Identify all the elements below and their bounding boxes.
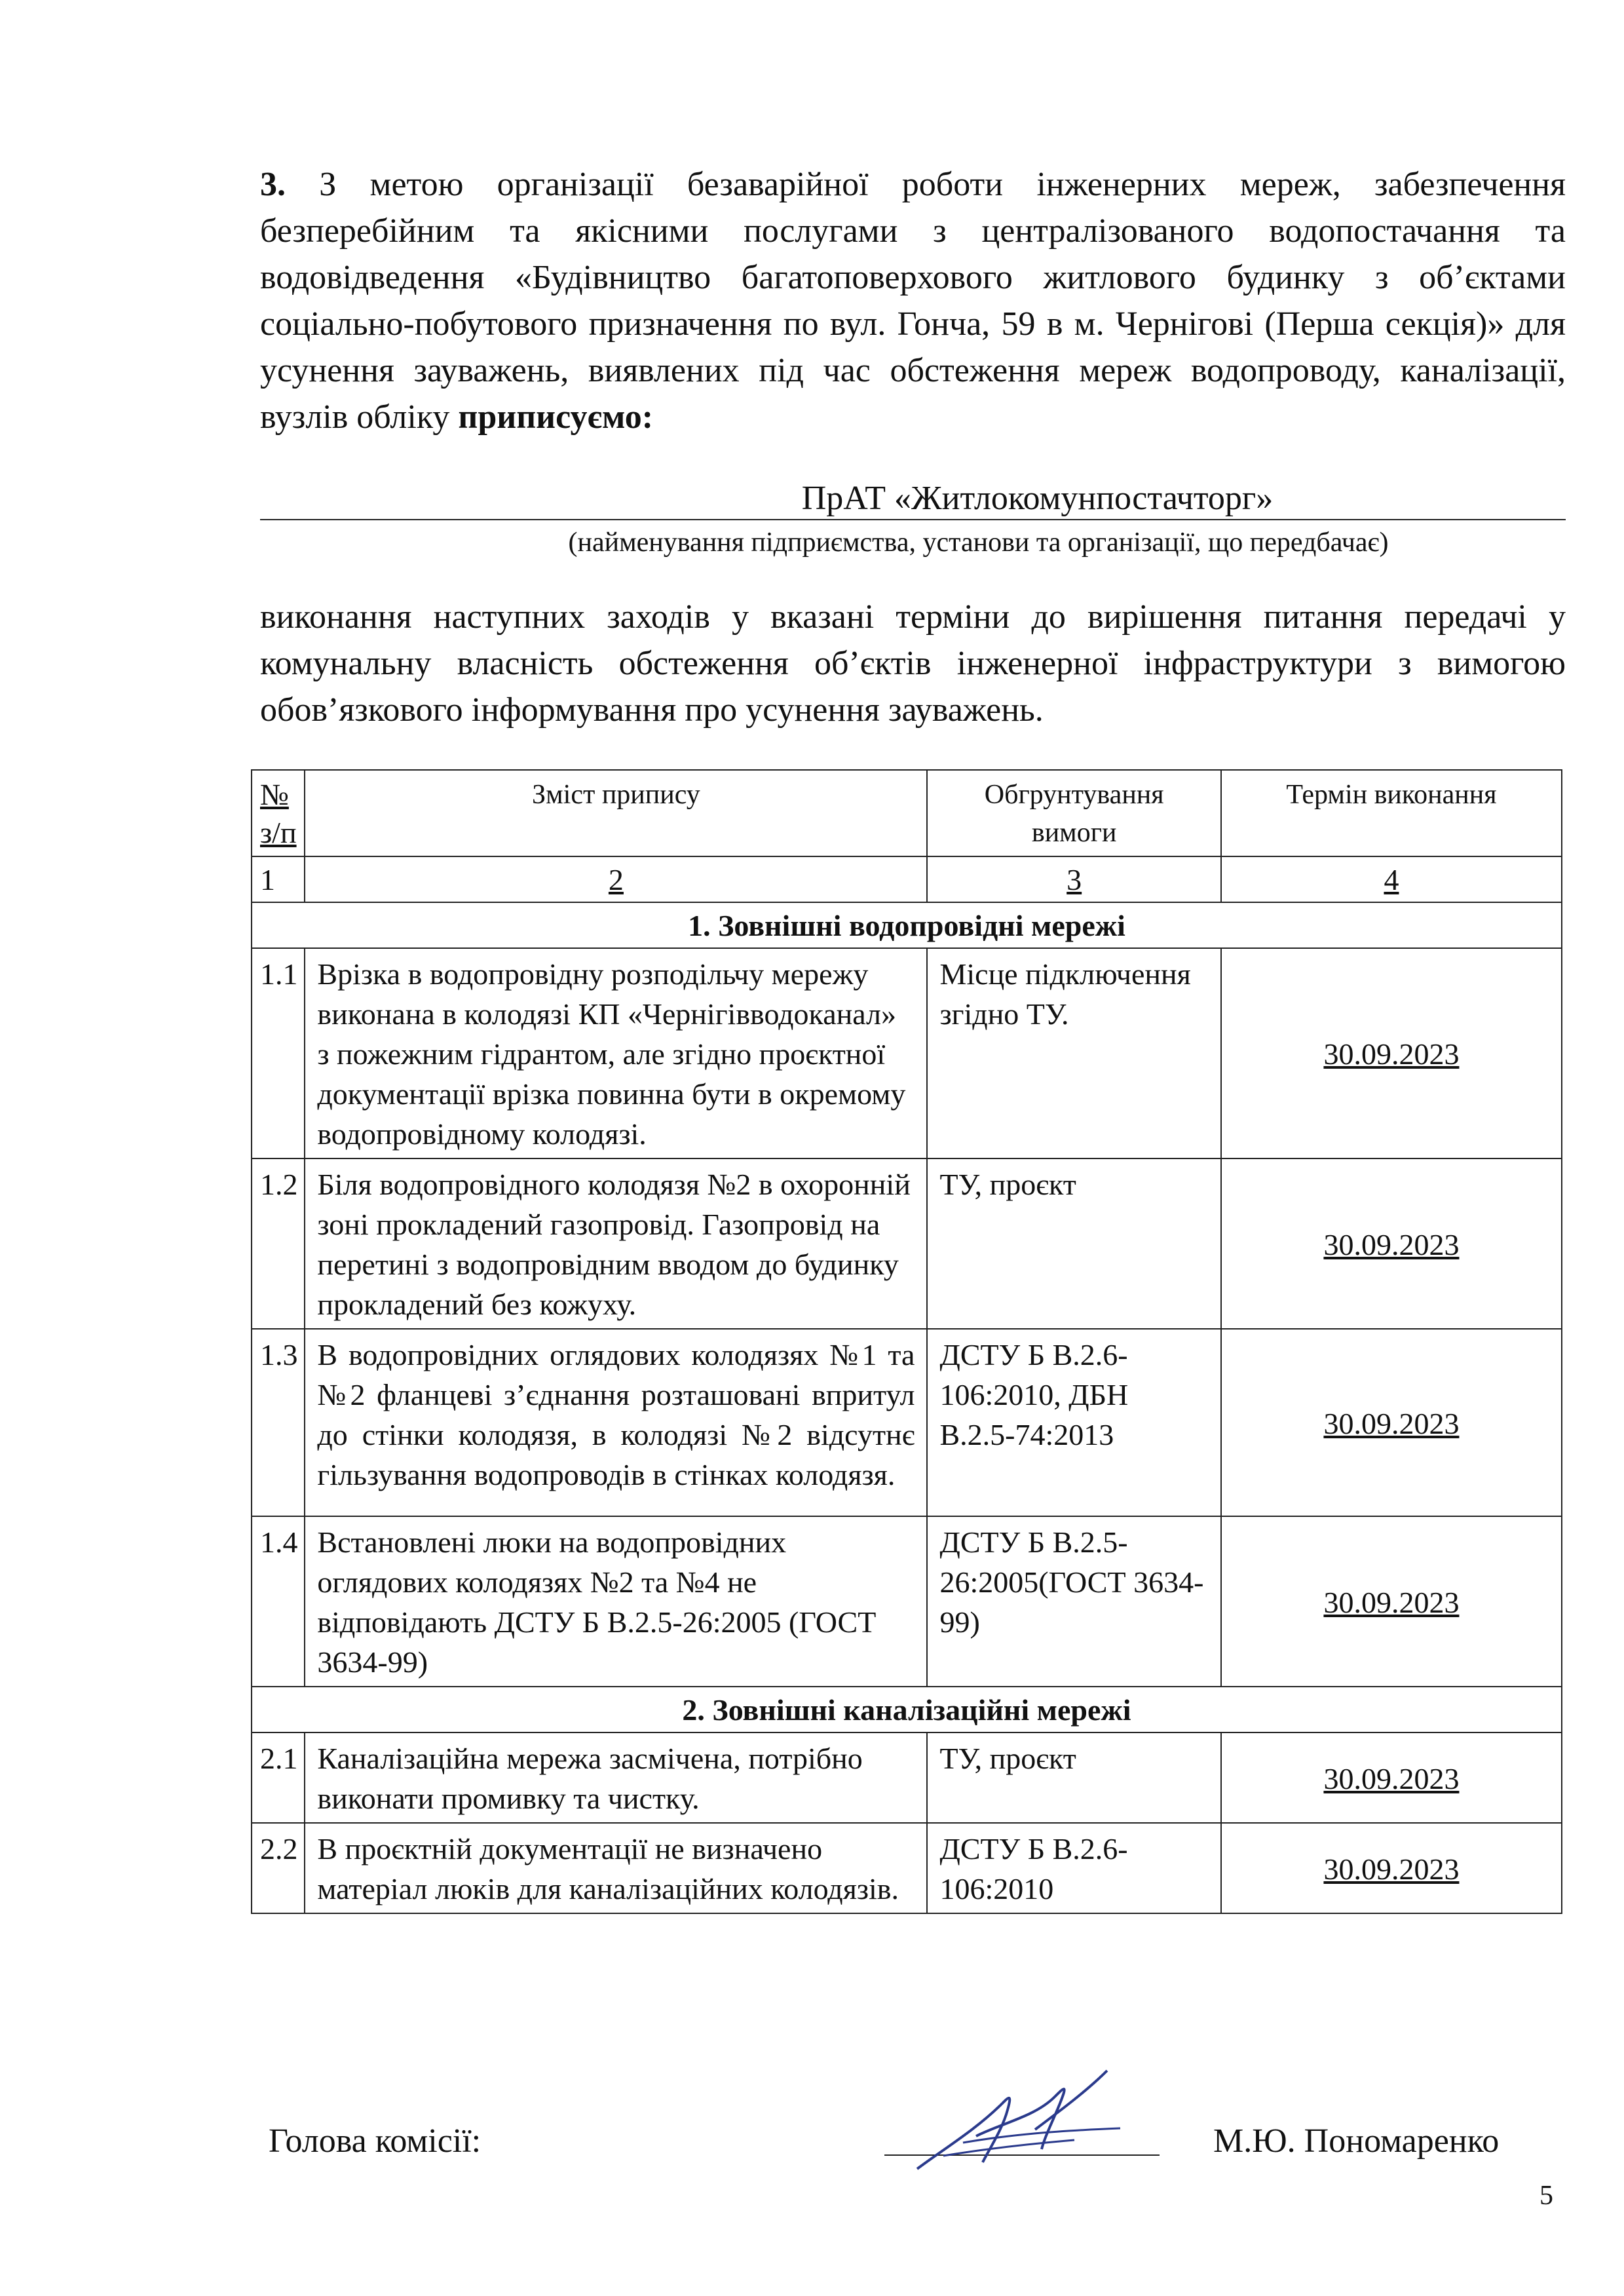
row-num: 1.2 bbox=[252, 1158, 305, 1329]
row-num: 1.3 bbox=[252, 1329, 305, 1516]
row-basis: ДСТУ Б В.2.5-26:2005(ГОСТ 3634-99) bbox=[927, 1516, 1220, 1687]
row-deadline: 30.09.2023 bbox=[1221, 948, 1562, 1158]
row-deadline: 30.09.2023 bbox=[1221, 1158, 1562, 1329]
company-underline bbox=[260, 519, 1566, 520]
column-numbers-row bbox=[252, 856, 1562, 902]
row-basis: ДСТУ Б В.2.6-106:2010 bbox=[927, 1823, 1220, 1913]
row-basis: ТУ, проєкт bbox=[927, 1732, 1220, 1823]
intro-paragraph bbox=[260, 161, 1566, 440]
row-content: В водопровідних оглядових колодязях №1 та №2 фланцеві з’єднання розташовані впритул до стінки колодязя, в колодязі №2 відсутнє гільзування водопроводів в стінках колодязя. bbox=[305, 1329, 927, 1516]
header-num-label: з/п bbox=[260, 816, 297, 849]
row-deadline: 30.09.2023 bbox=[1221, 1516, 1562, 1687]
header-basis: Обгрунтування вимоги bbox=[927, 770, 1220, 856]
intro-number: 3. bbox=[260, 166, 286, 203]
company-caption: (найменування підприємства, установи та організації, що передбачає) bbox=[568, 527, 1389, 558]
intro-emphasis: приписуємо: bbox=[458, 398, 654, 436]
table-row bbox=[252, 1329, 1562, 1516]
row-num: 2.2 bbox=[252, 1823, 305, 1913]
company-name: ПрАТ «Житлокомунпостачторг» bbox=[801, 480, 1274, 517]
row-content: Врізка в водопровідну розподільчу мережу виконана в колодязі КП «Чернігівводоканал» з пожежним гідрантом, але згідно проєктної документації врізка повинна бути в окремому водопровідному колодязі. bbox=[305, 948, 927, 1158]
column-number: 1 bbox=[252, 856, 305, 902]
table-row bbox=[252, 1516, 1562, 1687]
signatory-name: М.Ю. Пономаренко bbox=[1213, 2122, 1500, 2160]
signature-label: Голова комісії: bbox=[269, 2122, 482, 2160]
page-number: 5 bbox=[1539, 2181, 1553, 2211]
row-deadline: 30.09.2023 bbox=[1221, 1329, 1562, 1516]
section-row bbox=[252, 902, 1562, 948]
table-row bbox=[252, 1158, 1562, 1329]
header-deadline: Термін виконання bbox=[1221, 770, 1562, 856]
row-content: В проєктній документації не визначено матеріал люків для каналізаційних колодязів. bbox=[305, 1823, 927, 1913]
row-deadline: 30.09.2023 bbox=[1221, 1823, 1562, 1913]
table-row bbox=[252, 948, 1562, 1158]
header-num bbox=[252, 770, 305, 856]
requirements-table bbox=[251, 769, 1562, 1914]
row-content: Каналізаційна мережа засмічена, потрібно виконати промивку та чистку. bbox=[305, 1732, 927, 1823]
row-deadline: 30.09.2023 bbox=[1221, 1732, 1562, 1823]
row-basis: Місце підключення згідно ТУ. bbox=[927, 948, 1220, 1158]
section-title: 2. Зовнішні каналізаційні мережі bbox=[252, 1687, 1562, 1732]
row-num: 2.1 bbox=[252, 1732, 305, 1823]
section-row bbox=[252, 1687, 1562, 1732]
header-content: Зміст припису bbox=[305, 770, 927, 856]
row-content: Встановлені люки на водопровідних оглядових колодязях №2 та №4 не відповідають ДСТУ Б В.2.5-26:2005 (ГОСТ 3634-99) bbox=[305, 1516, 927, 1687]
row-basis: ДСТУ Б В.2.6-106:2010, ДБН В.2.5-74:2013 bbox=[927, 1329, 1220, 1516]
table-row bbox=[252, 1823, 1562, 1913]
handwritten-signature bbox=[904, 2057, 1140, 2189]
intro-text: З метою організації безаварійної роботи інженерних мереж, забезпечення безперебійним та якісними послугами з централізованого водопостачання та водовідведення «Будівництво багатоповерхового житлового будинку з об’єктами соціально-побутового призначення по вул. Гонча, 59 в м. Чернігові (Перша секція)» для усунення зауважень, виявлених під час обстеження мереж водопроводу, каналізації, вузлів обліку bbox=[260, 166, 1566, 436]
column-number: 4 bbox=[1221, 856, 1562, 902]
column-number: 2 bbox=[305, 856, 927, 902]
table-row bbox=[252, 1732, 1562, 1823]
section-title: 1. Зовнішні водопровідні мережі bbox=[252, 902, 1562, 948]
row-num: 1.1 bbox=[252, 948, 305, 1158]
row-basis: ТУ, проєкт bbox=[927, 1158, 1220, 1329]
row-content: Біля водопровідного колодязя №2 в охоронній зоні прокладений газопровід. Газопровід на перетині з водопровідним вводом до будинку прокладений без кожуху. bbox=[305, 1158, 927, 1329]
column-number: 3 bbox=[927, 856, 1220, 902]
body-paragraph: виконання наступних заходів у вказані терміни до вирішення питання передачі у комунальну власність обстеження об’єктів інженерної інфраструктури з вимогою обов’язкового інформування про усунення зауважень. bbox=[260, 598, 1566, 729]
row-num: 1.4 bbox=[252, 1516, 305, 1687]
table-header-row bbox=[252, 770, 1562, 856]
header-num-sign: № bbox=[260, 778, 289, 811]
